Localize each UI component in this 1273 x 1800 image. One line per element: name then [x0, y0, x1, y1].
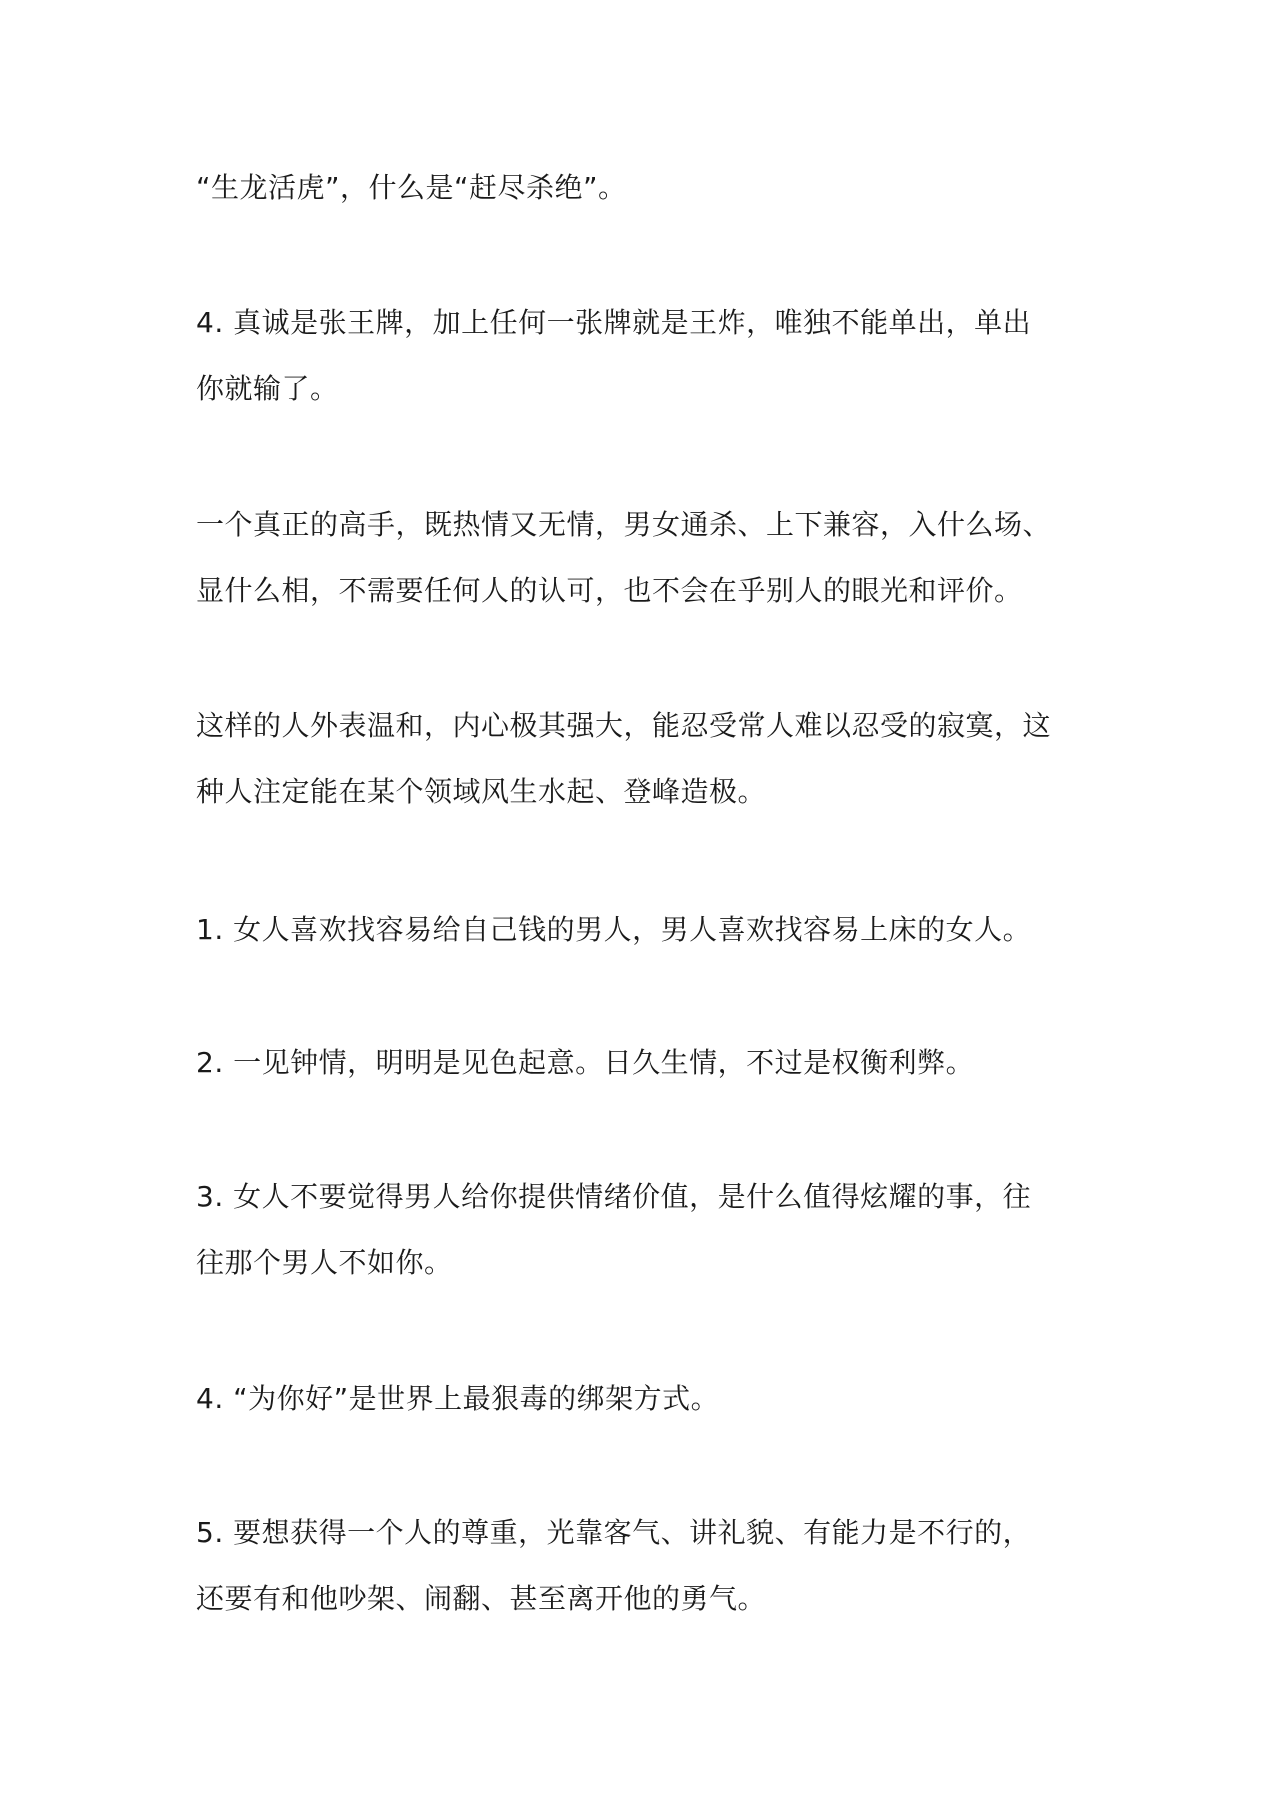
text-line: 4. “为你好”是世界上最狠毒的绑架方式。 — [196, 1382, 720, 1415]
text-line: “生龙活虎”，什么是“赶尽杀绝”。 — [196, 171, 627, 204]
text-line: 种人注定能在某个领域风生水起、登峰造极。 — [196, 775, 767, 808]
text-line: 3. 女人不要觉得男人给你提供情绪价值，是什么值得炫耀的事，往 — [196, 1180, 1032, 1213]
text-line: 这样的人外表温和，内心极其强大，能忍受常人难以忍受的寂寞，这 — [196, 709, 1052, 742]
text-line: 一个真正的高手，既热情又无情，男女通杀、上下兼容，入什么场、 — [196, 508, 1052, 541]
text-line: 你就输了。 — [196, 372, 339, 405]
paragraph — [196, 1366, 1096, 1432]
paragraph — [196, 1030, 1096, 1096]
paragraph — [196, 1500, 1096, 1632]
text-line: 5. 要想获得一个人的尊重，光靠客气、讲礼貌、有能力是不行的， — [196, 1516, 1032, 1549]
paragraph — [196, 897, 1096, 963]
text-line: 1. 女人喜欢找容易给自己钱的男人，男人喜欢找容易上床的女人。 — [196, 913, 1032, 946]
paragraph — [196, 693, 1096, 825]
text-line: 4. 真诚是张王牌，加上任何一张牌就是王炸，唯独不能单出，单出 — [196, 306, 1032, 339]
text-line: 往那个男人不如你。 — [196, 1246, 453, 1279]
text-line: 2. 一见钟情，明明是见色起意。日久生情，不过是权衡利弊。 — [196, 1046, 975, 1079]
paragraph — [196, 155, 1096, 221]
paragraph — [196, 290, 1096, 422]
paragraph — [196, 1164, 1096, 1296]
text-line: 还要有和他吵架、闹翻、甚至离开他的勇气。 — [196, 1582, 767, 1615]
text-line: 显什么相，不需要任何人的认可，也不会在乎别人的眼光和评价。 — [196, 574, 1023, 607]
paragraph — [196, 492, 1096, 624]
